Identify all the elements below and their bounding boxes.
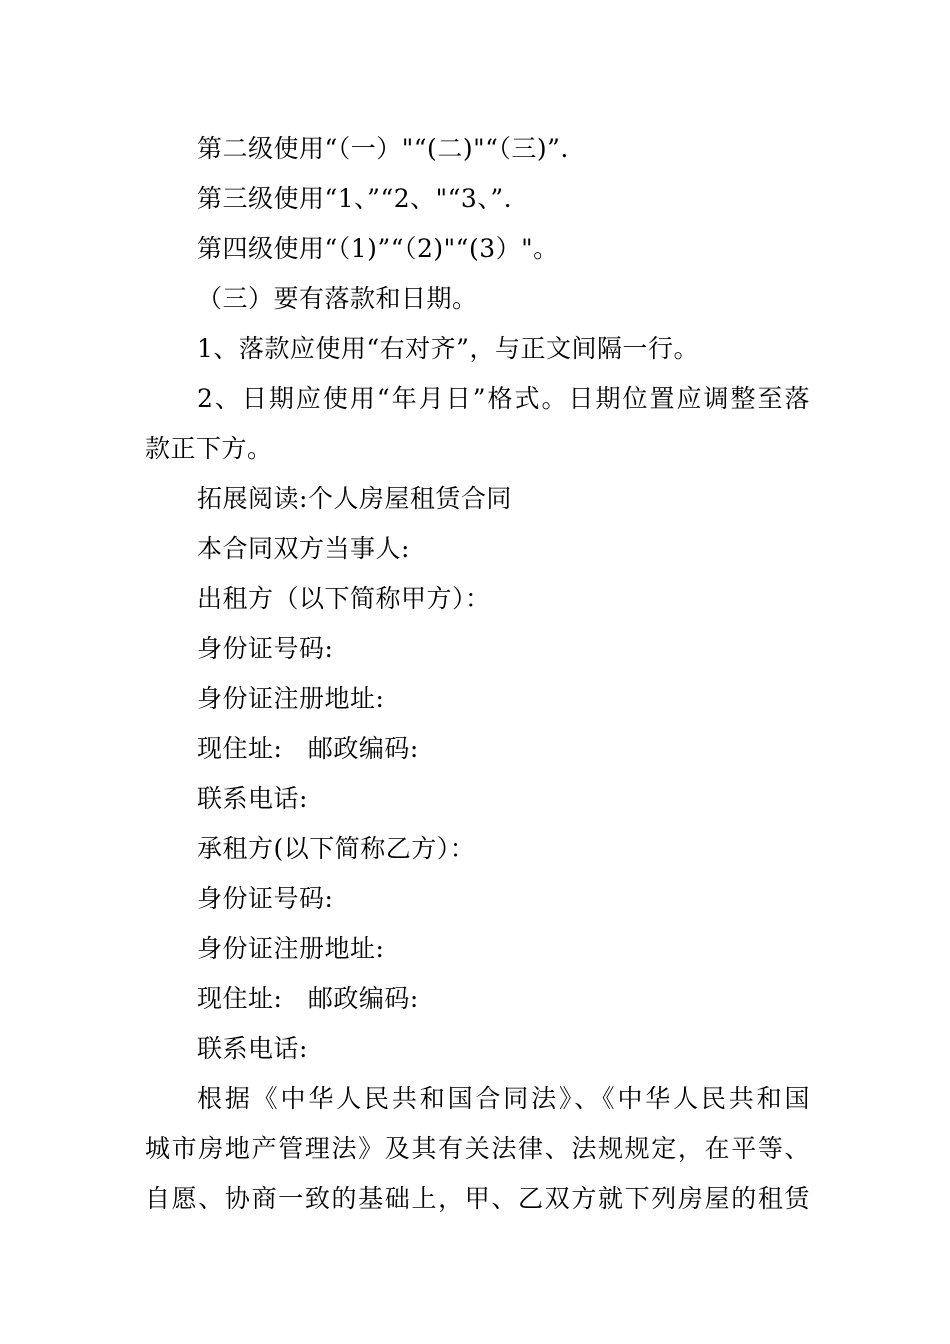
phone-label: 联系电话:	[197, 1034, 308, 1063]
text-line: 第二级使用“（一）"“(二)"“（三)”.	[197, 134, 569, 163]
address-postcode-label: 现住址: 邮政编码:	[197, 984, 419, 1013]
lessor-label: 出租方（以下简称甲方）：	[197, 584, 491, 613]
text-line: 本合同双方当事人:	[197, 534, 410, 563]
text-line: 1、落款应使用“右对齐”，与正文间隔一行。	[197, 334, 699, 363]
lessee-label: 承租方(以下简称乙方）：	[197, 834, 476, 863]
extended-reading-title: 拓展阅读:个人房屋租赁合同	[197, 484, 512, 513]
id-number-label: 身份证号码:	[197, 884, 334, 913]
text-line: 2、日期应使用“年月日”格式。日期位置应调整至落	[197, 384, 810, 413]
text-line: 款正下方。	[145, 434, 273, 463]
id-address-label: 身份证注册地址:	[197, 684, 385, 713]
text-line: 根据《中华人民共和国合同法》、《中华人民共和国	[197, 1084, 810, 1113]
document-page	[145, 124, 810, 1224]
phone-label: 联系电话:	[197, 784, 308, 813]
text-line: 第三级使用“1、”“2、"“3、”.	[197, 184, 513, 213]
text-line: 自愿、协商一致的基础上，甲、乙双方就下列房屋的租赁	[145, 1184, 810, 1213]
section-heading: （三）要有落款和日期。	[197, 284, 478, 313]
text-line: 第四级使用“（1)”“（2)"“(3）"。	[197, 234, 559, 263]
address-postcode-label: 现住址: 邮政编码:	[197, 734, 419, 763]
id-address-label: 身份证注册地址:	[197, 934, 385, 963]
id-number-label: 身份证号码:	[197, 634, 334, 663]
text-line: 城市房地产管理法》及其有关法律、法规规定，在平等、	[145, 1134, 810, 1163]
